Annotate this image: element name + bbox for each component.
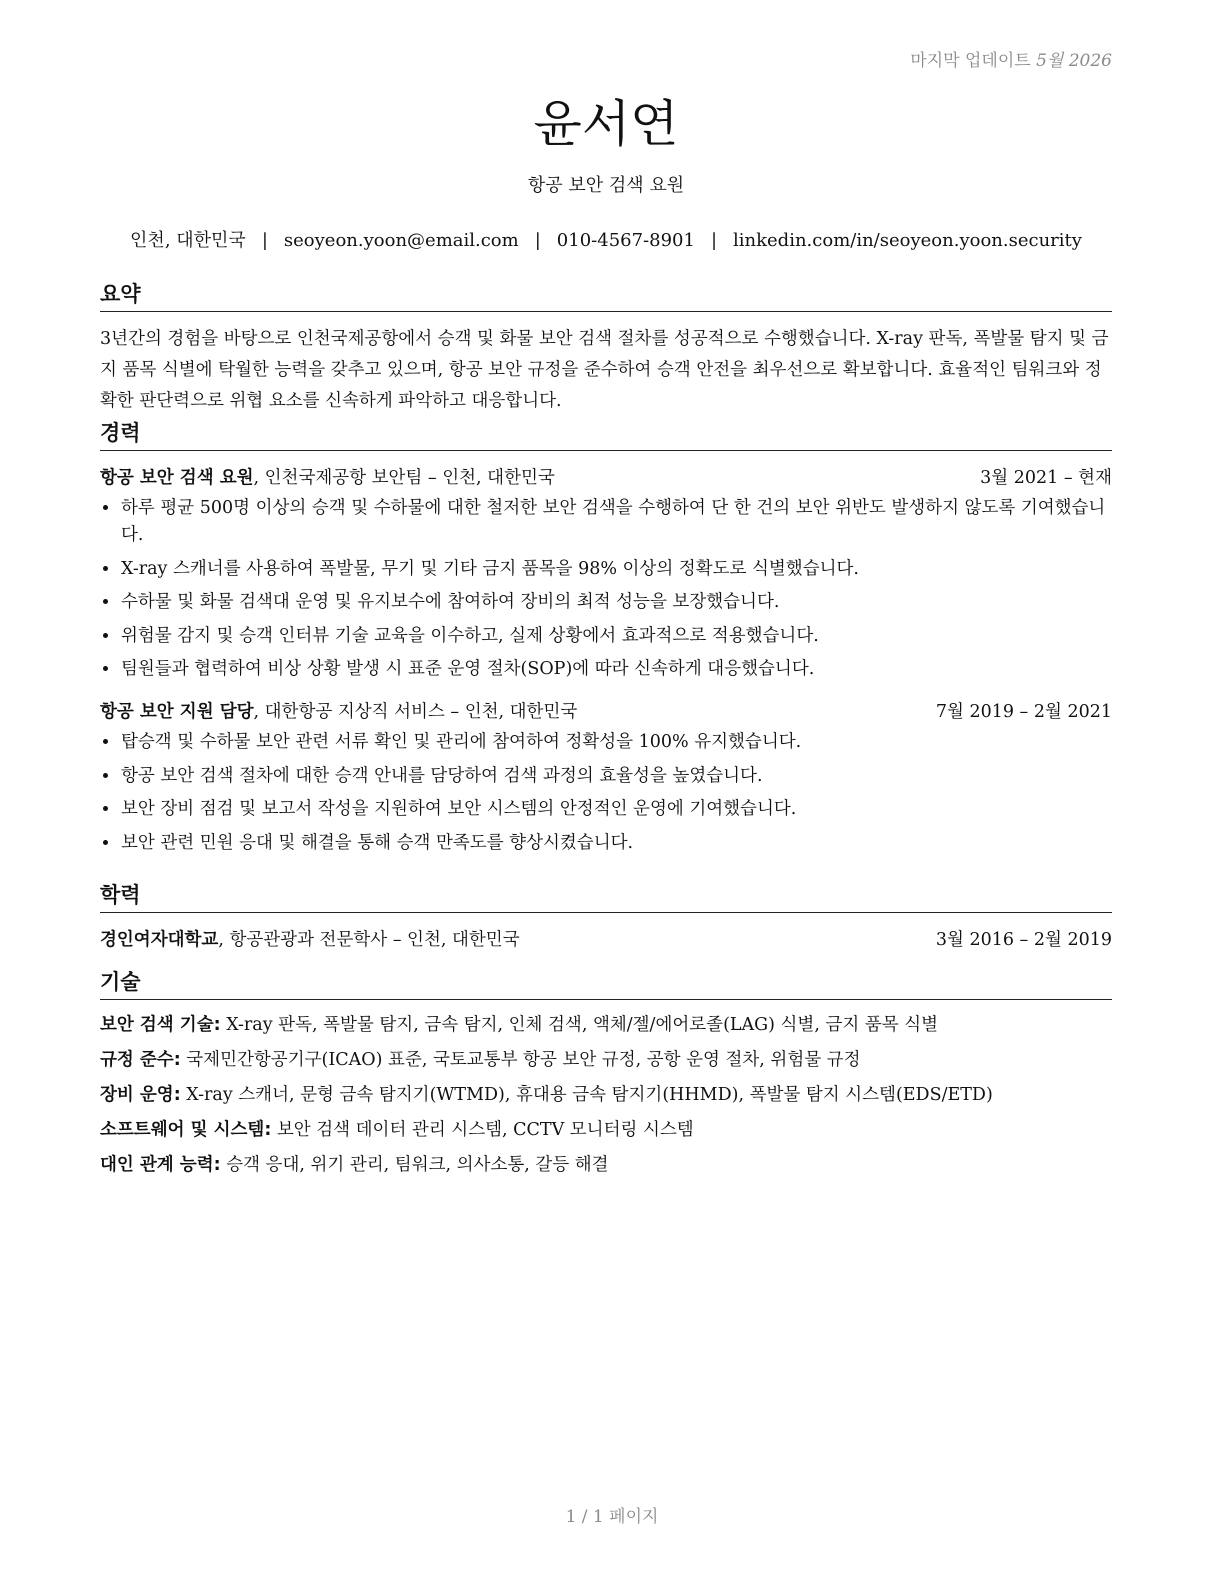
contact-separator: | xyxy=(710,230,718,251)
job-bullet: • 팀원들과 협력하여 비상 상황 발생 시 표준 운영 절차(SOP)에 따라 신속하게 대응했습니다. xyxy=(120,656,1112,683)
contact-linkedin[interactable]: linkedin.com/in/seoyeon.yoon.security xyxy=(733,230,1082,251)
job-bullet: • X-ray 스캐너를 사용하여 폭발물, 무기 및 기타 금지 품목을 98% 이상의 정확도로 식별했습니다. xyxy=(120,556,1112,583)
skill-label: 대인 관계 능력: xyxy=(100,1155,221,1175)
summary-text: 3년간의 경험을 바탕으로 인천국제공항에서 승객 및 화물 보안 검색 절차를 성공적으로 수행했습니다. X-ray 판독, 폭발물 탐지 및 금지 품목 식별에 탁월한 능력을 갖추고 있으며, 항공 보안 규정을 준수하여 승객 안전을 최우선으로 확보합니다. 효율적인 팀워크와 정확한 판단력으로 위협 요소를 신속하게 파악하고 대응합니다. xyxy=(100,329,1109,411)
education-dates: 3월 2016 – 2월 2019 xyxy=(935,930,1112,950)
skill-label: 보안 검색 기술: xyxy=(100,1015,221,1035)
section-title-skills: 기술 xyxy=(100,966,1112,1000)
last-updated xyxy=(910,46,1112,71)
contact-phone[interactable]: 010-4567-8901 xyxy=(556,230,695,251)
job-entry xyxy=(100,463,1112,683)
skill-value: 보안 검색 데이터 관리 시스템, CCTV 모니터링 시스템 xyxy=(271,1120,694,1140)
contact-line xyxy=(100,226,1112,252)
job-bullet: • 수하물 및 화물 검색대 운영 및 유지보수에 참여하여 장비의 최적 성능을 보장했습니다. xyxy=(120,589,1112,616)
contact-email[interactable]: seoyeon.yoon@email.com xyxy=(283,230,519,251)
experience-section xyxy=(100,417,1112,863)
job-entry xyxy=(100,697,1112,857)
skills-section xyxy=(100,966,1112,1183)
last-updated-prefix: 마지막 업데이트 xyxy=(910,51,1031,71)
job-header xyxy=(100,463,1112,493)
job-org: , 인천국제공항 보안팀 – 인천, 대한민국 xyxy=(253,468,555,488)
education-detail: , 항공관광과 전문학사 – 인천, 대한민국 xyxy=(218,930,520,950)
job-bullet: • 위험물 감지 및 승객 인터뷰 기술 교육을 이수하고, 실제 상황에서 효과적으로 적용했습니다. xyxy=(120,623,1112,650)
job-dates: 7월 2019 – 2월 2021 xyxy=(935,702,1112,722)
section-title-education: 학력 xyxy=(100,879,1112,913)
job-title: 항공 보안 지원 담당 xyxy=(100,702,254,722)
skill-value: 국제민간항공기구(ICAO) 표준, 국토교통부 항공 보안 규정, 공항 운영 절차, 위험물 규정 xyxy=(180,1050,861,1070)
job-header xyxy=(100,697,1112,727)
candidate-role: 항공 보안 검색 요원 xyxy=(527,175,685,196)
skill-row xyxy=(100,1043,1112,1078)
skill-label: 규정 준수: xyxy=(100,1050,181,1070)
education-section xyxy=(100,879,1112,955)
job-bullet: • 하루 평균 500명 이상의 승객 및 수하물에 대한 철저한 보안 검색을 수행하여 단 한 건의 보안 위반도 발생하지 않도록 기여했습니다. xyxy=(120,495,1112,549)
contact-location: 인천, 대한민국 xyxy=(130,230,246,251)
job-org: , 대한항공 지상직 서비스 – 인천, 대한민국 xyxy=(253,702,578,722)
job-bullets xyxy=(100,729,1112,857)
job-bullets xyxy=(100,495,1112,683)
skill-row xyxy=(100,1113,1112,1148)
skill-value: X-ray 판독, 폭발물 탐지, 금속 탐지, 인체 검색, 액체/젤/에어로졸(LAG) 식별, 금지 품목 식별 xyxy=(220,1015,939,1035)
job-dates: 3월 2021 – 현재 xyxy=(980,468,1112,488)
last-updated-date: 5월 2026 xyxy=(1036,51,1112,71)
page-number: 1 / 1 페이지 xyxy=(565,1507,659,1527)
school-name: 경인여자대학교 xyxy=(100,930,219,950)
skill-value: 승객 응대, 위기 관리, 팀워크, 의사소통, 갈등 해결 xyxy=(220,1155,609,1175)
skill-value: X-ray 스캐너, 문형 금속 탐지기(WTMD), 휴대용 금속 탐지기(HHMD), 폭발물 탐지 시스템(EDS/ETD) xyxy=(180,1085,993,1105)
skill-row xyxy=(100,1148,1112,1183)
job-bullet: • 보안 장비 점검 및 보고서 작성을 지원하여 보안 시스템의 안정적인 운영에 기여했습니다. xyxy=(120,796,1112,823)
job-bullet: • 항공 보안 검색 절차에 대한 승객 안내를 담당하여 검색 과정의 효율성을 높였습니다. xyxy=(120,763,1112,790)
section-title-summary: 요약 xyxy=(100,278,1112,312)
skill-label: 장비 운영: xyxy=(100,1085,181,1105)
section-title-experience: 경력 xyxy=(100,417,1112,451)
skill-row xyxy=(100,1008,1112,1043)
skill-row xyxy=(100,1078,1112,1113)
contact-separator: | xyxy=(261,230,268,251)
education-entry xyxy=(100,925,1112,955)
job-bullet: • 탑승객 및 수하물 보안 관련 서류 확인 및 관리에 참여하여 정확성을 100% 유지했습니다. xyxy=(120,729,1112,756)
summary-section xyxy=(100,278,1112,417)
candidate-name: 윤서연 xyxy=(533,95,679,153)
skill-label: 소프트웨어 및 시스템: xyxy=(100,1120,272,1140)
job-bullet: • 보안 관련 민원 응대 및 해결을 통해 승객 만족도를 향상시켰습니다. xyxy=(120,830,1112,857)
skills-list xyxy=(100,1008,1112,1183)
resume-page xyxy=(100,0,1112,1584)
contact-separator: | xyxy=(534,230,541,251)
job-title: 항공 보안 검색 요원 xyxy=(100,468,254,488)
